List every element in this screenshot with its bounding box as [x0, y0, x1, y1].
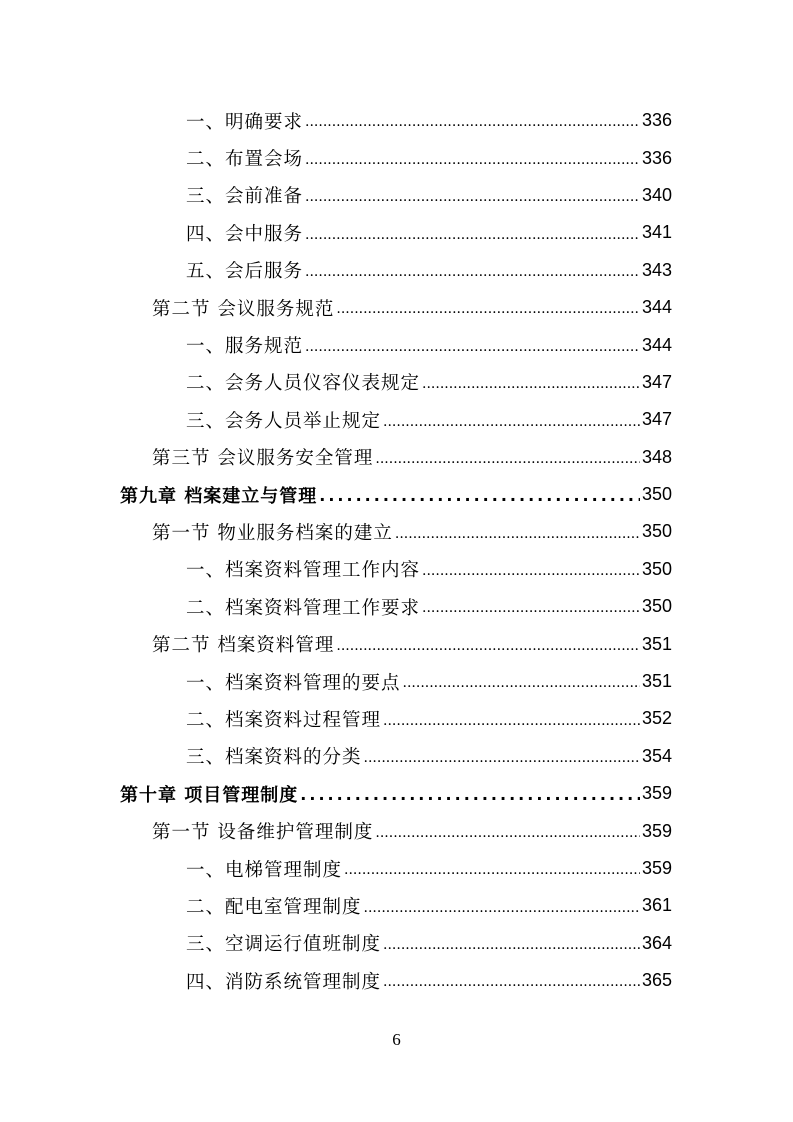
toc-entry-title: 四、消防系统管理制度	[186, 971, 382, 993]
toc-entry-chapter[interactable]	[0, 775, 672, 812]
toc-dot-leader	[375, 825, 640, 850]
toc-entry-page: 341	[641, 222, 672, 243]
toc-entry-item[interactable]	[0, 252, 672, 289]
toc-dot-leader	[383, 937, 640, 962]
table-of-contents	[0, 102, 793, 999]
toc-entry-page: 347	[641, 409, 672, 430]
toc-entry-title: 三、空调运行值班制度	[186, 934, 382, 956]
toc-dot-leader	[422, 563, 640, 588]
toc-entry-page: 351	[641, 633, 672, 654]
toc-entry-title: 五、会后服务	[186, 261, 304, 283]
toc-entry-item[interactable]	[0, 177, 672, 214]
toc-dot-leader	[395, 526, 640, 551]
toc-entry-page: 348	[641, 446, 672, 467]
toc-entry-title: 二、会务人员仪容仪表规定	[186, 373, 421, 395]
toc-entry-chapter[interactable]	[0, 476, 672, 513]
toc-entry-page: 361	[641, 895, 672, 916]
toc-dot-leader	[364, 750, 640, 775]
toc-dot-leader	[383, 414, 640, 439]
toc-entry-page: 344	[641, 334, 672, 355]
toc-entry-item[interactable]	[0, 139, 672, 176]
toc-entry-section[interactable]	[0, 439, 672, 476]
toc-dot-leader	[336, 638, 640, 663]
toc-dot-leader	[305, 339, 640, 364]
toc-entry-page: 343	[641, 259, 672, 280]
page-number: 6	[392, 1030, 401, 1049]
toc-entry-page: 336	[641, 110, 672, 131]
toc-entry-section[interactable]	[0, 289, 672, 326]
toc-entry-item[interactable]	[0, 850, 672, 887]
toc-entry-title: 二、配电室管理制度	[186, 896, 362, 918]
toc-entry-section[interactable]	[0, 812, 672, 849]
toc-entry-title: 四、会中服务	[186, 223, 304, 245]
toc-dot-leader	[383, 974, 640, 999]
toc-entry-item[interactable]	[0, 102, 672, 139]
toc-entry-title: 第九章 档案建立与管理	[120, 485, 318, 507]
toc-entry-page: 359	[641, 858, 672, 878]
toc-entry-page: 340	[641, 184, 672, 205]
toc-entry-item[interactable]	[0, 738, 672, 775]
toc-entry-section[interactable]	[0, 625, 672, 662]
toc-entry-item[interactable]	[0, 401, 672, 438]
toc-entry-title: 三、会务人员举止规定	[186, 410, 382, 432]
toc-entry-page: 365	[641, 970, 672, 991]
toc-entry-page: 350	[641, 484, 672, 505]
toc-entry-title: 第二节 档案资料管理	[152, 635, 335, 657]
toc-entry-title: 三、会前准备	[186, 186, 304, 208]
toc-entry-title: 三、档案资料的分类	[186, 747, 362, 769]
toc-dot-leader	[305, 152, 640, 177]
toc-entry-item[interactable]	[0, 962, 672, 999]
toc-entry-title: 一、档案资料管理工作内容	[186, 560, 421, 582]
toc-entry-section[interactable]	[0, 513, 672, 550]
toc-dot-leader	[319, 486, 640, 513]
toc-entry-item[interactable]	[0, 887, 672, 924]
toc-entry-page: 364	[641, 932, 672, 953]
toc-entry-title: 第二节 会议服务规范	[152, 298, 335, 320]
toc-entry-page: 350	[641, 521, 672, 542]
toc-entry-item[interactable]	[0, 663, 672, 700]
toc-entry-item[interactable]	[0, 551, 672, 588]
toc-entry-item[interactable]	[0, 925, 672, 962]
toc-entry-page: 351	[641, 671, 672, 692]
toc-dot-leader	[305, 114, 640, 139]
toc-entry-page: 352	[641, 708, 672, 729]
toc-entry-title: 一、明确要求	[186, 111, 304, 133]
toc-entry-page: 347	[641, 371, 672, 392]
toc-dot-leader	[375, 451, 640, 476]
toc-dot-leader	[422, 376, 640, 401]
toc-entry-item[interactable]	[0, 326, 672, 363]
toc-entry-title: 第三节 会议服务安全管理	[152, 448, 374, 470]
toc-dot-leader	[305, 227, 640, 252]
toc-entry-page: 354	[641, 745, 672, 766]
toc-entry-item[interactable]	[0, 588, 672, 625]
toc-entry-item[interactable]	[0, 364, 672, 401]
toc-dot-leader	[422, 600, 640, 625]
toc-dot-leader	[336, 301, 640, 326]
toc-dot-leader	[364, 900, 640, 925]
toc-entry-title: 一、电梯管理制度	[186, 859, 343, 881]
toc-entry-item[interactable]	[0, 214, 672, 251]
toc-dot-leader	[383, 713, 640, 738]
toc-dot-leader	[344, 862, 640, 887]
toc-dot-leader	[305, 189, 640, 214]
toc-entry-page: 336	[641, 147, 672, 168]
toc-entry-page: 344	[641, 297, 672, 318]
toc-entry-title: 二、布置会场	[186, 149, 304, 171]
toc-entry-title: 第一节 物业服务档案的建立	[152, 522, 393, 544]
toc-entry-title: 一、服务规范	[186, 336, 304, 358]
toc-entry-page: 350	[641, 596, 672, 617]
toc-entry-item[interactable]	[0, 700, 672, 737]
toc-entry-page: 350	[641, 558, 672, 579]
toc-entry-page: 359	[641, 820, 672, 841]
toc-entry-title: 二、档案资料过程管理	[186, 709, 382, 731]
toc-dot-leader	[403, 675, 640, 700]
toc-dot-leader	[305, 264, 640, 289]
toc-entry-title: 第十章 项目管理制度	[120, 784, 299, 806]
toc-entry-title: 一、档案资料管理的要点	[186, 672, 401, 694]
toc-entry-title: 二、档案资料管理工作要求	[186, 597, 421, 619]
toc-entry-page: 359	[641, 783, 672, 804]
toc-dot-leader	[300, 785, 640, 812]
toc-entry-title: 第一节 设备维护管理制度	[152, 822, 374, 844]
